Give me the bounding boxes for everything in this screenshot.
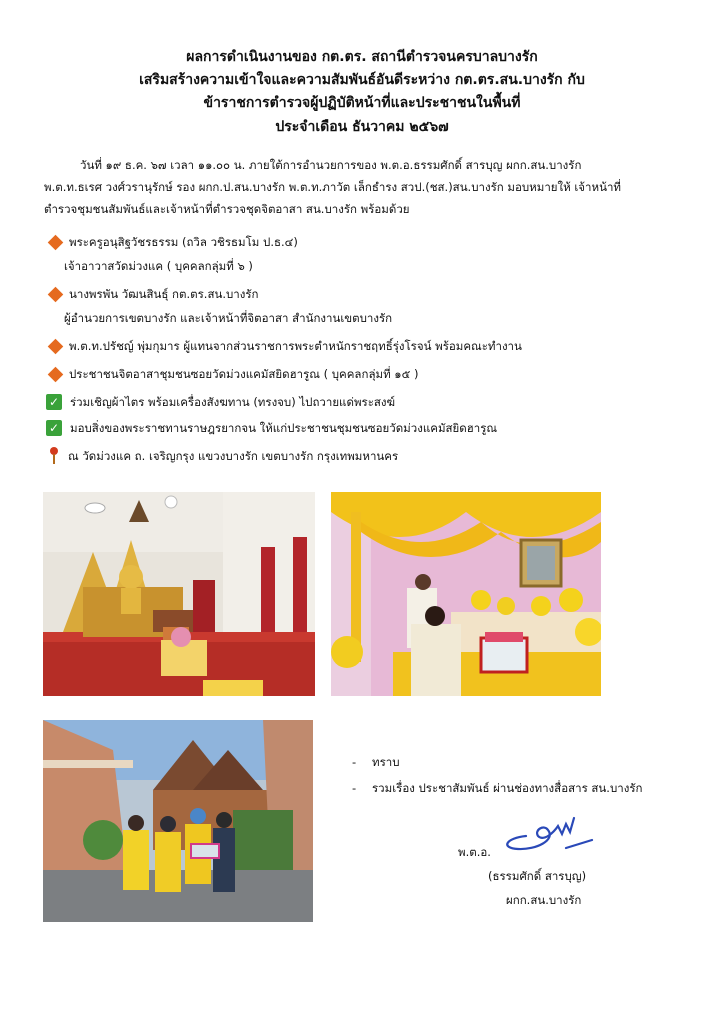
intro-line-1: วันที่ ๑๙ ธ.ค. ๖๗ เวลา ๑๑.๐๐ น. ภายใต้การอำนวยการของ พ.ต.อ.ธรรมศักดิ์ สารบุญ ผกก.สน.บางรัก (80, 158, 582, 172)
participant-name: นางพรพัน วัฒนสินธุ์ กต.ตร.สน.บางรัก (69, 287, 259, 301)
location-line (46, 446, 398, 466)
heading-line-3: ข้าราชการตำรวจผู้ปฏิบัติหน้าที่และประชาชนในพื้นที่ (203, 95, 521, 111)
activity-item (46, 392, 395, 412)
activity-text: ร่วมเชิญผ้าไตร พร้อมเครื่องสังฆทาน (ทรงจบ) ไปถวายแด่พระสงฆ์ (70, 395, 396, 409)
orange-diamond-icon (48, 287, 64, 303)
signer-name: (ธรรมศักดิ์ สารบุญ) (488, 869, 587, 883)
participant-detail: ผู้อำนวยการเขตบางรัก และเจ้าหน้าที่จิตอาสา สำนักงานเขตบางรัก (64, 311, 393, 325)
photo-ceremony-stage (331, 492, 601, 696)
note-item: - รวมเรื่อง ประชาสัมพันธ์ ผ่านช่องทางสื่อสาร สน.บางรัก (352, 781, 643, 795)
orange-diamond-icon (48, 339, 64, 355)
activity-text: มอบสิ่งของพระราชทานราษฎรยากจน ให้แก่ประชาชนชุมชนซอยวัดม่วงแคมัสยิดฮารูณ (70, 421, 498, 435)
participant-name: พ.ต.ท.ปรัชญ์ พุ่มกุมาร ผู้แทนจากส่วนราชการพระตำหนักราชฤทธิ์รุ่งโรจน์ พร้อมคณะทำงาน (69, 339, 522, 353)
participant-item (46, 364, 418, 384)
signer-position: ผกก.สน.บางรัก (506, 893, 582, 907)
photo-procession (43, 720, 313, 922)
note-item: - ทราบ (352, 755, 400, 769)
note-text: ทราบ (372, 755, 400, 769)
heading-line-1: ผลการดำเนินงานของ กต.ตร. สถานีตำรวจนครบาลบางรัก (186, 49, 538, 65)
note-text: รวมเรื่อง ประชาสัมพันธ์ ผ่านช่องทางสื่อสาร สน.บางรัก (372, 781, 643, 795)
signer-rank: พ.ต.อ. (458, 845, 491, 859)
signature-image (496, 804, 596, 860)
green-check-icon: ✓ (46, 394, 62, 410)
orange-diamond-icon (48, 367, 64, 383)
location-text: ณ วัดม่วงแค ถ. เจริญกรุง แขวงบางรัก เขตบางรัก กรุงเทพมหานคร (68, 449, 399, 463)
participant-item (46, 232, 298, 252)
green-check-icon: ✓ (46, 420, 62, 436)
activity-item (46, 418, 497, 438)
photo-temple-interior (43, 492, 315, 696)
orange-diamond-icon (48, 235, 64, 251)
intro-line-2: พ.ต.ท.ธเรศ วงศ์วรานุรักษ์ รอง ผกก.ป.สน.บางรัก พ.ต.ท.ภาวัต เล็กธำรง สวป.(ชส.)สน.บางรัก มอบหมายให้ เจ้าหน้าที่ (44, 180, 621, 194)
participant-detail: เจ้าอาวาสวัดม่วงแค ( บุคคลกลุ่มที่ ๖ ) (64, 259, 253, 273)
heading-line-4: ประจำเดือน ธันวาคม ๒๕๖๗ (275, 119, 449, 135)
participant-item (46, 284, 259, 304)
intro-line-3: ตำรวจชุมชนสัมพันธ์และเจ้าหน้าที่ตำรวจชุดจิตอาสา สน.บางรัก พร้อมด้วย (44, 202, 410, 216)
heading-line-2: เสริมสร้างความเข้าใจและความสัมพันธ์อันดีระหว่าง กต.ตร.สน.บางรัก กับ (139, 72, 585, 88)
participant-name: พระครูอนุสิฐวัชรธรรม (ถวิล วชิรธมโม ป.ธ.๔) (69, 235, 298, 249)
participant-name: ประชาชนจิตอาสาชุมชนซอยวัดม่วงแคมัสยิดฮารูณ ( บุคคลกลุ่มที่ ๑๕ ) (69, 367, 419, 381)
intro-paragraph (44, 154, 688, 220)
participant-item (46, 336, 522, 356)
pin-icon (48, 447, 60, 465)
